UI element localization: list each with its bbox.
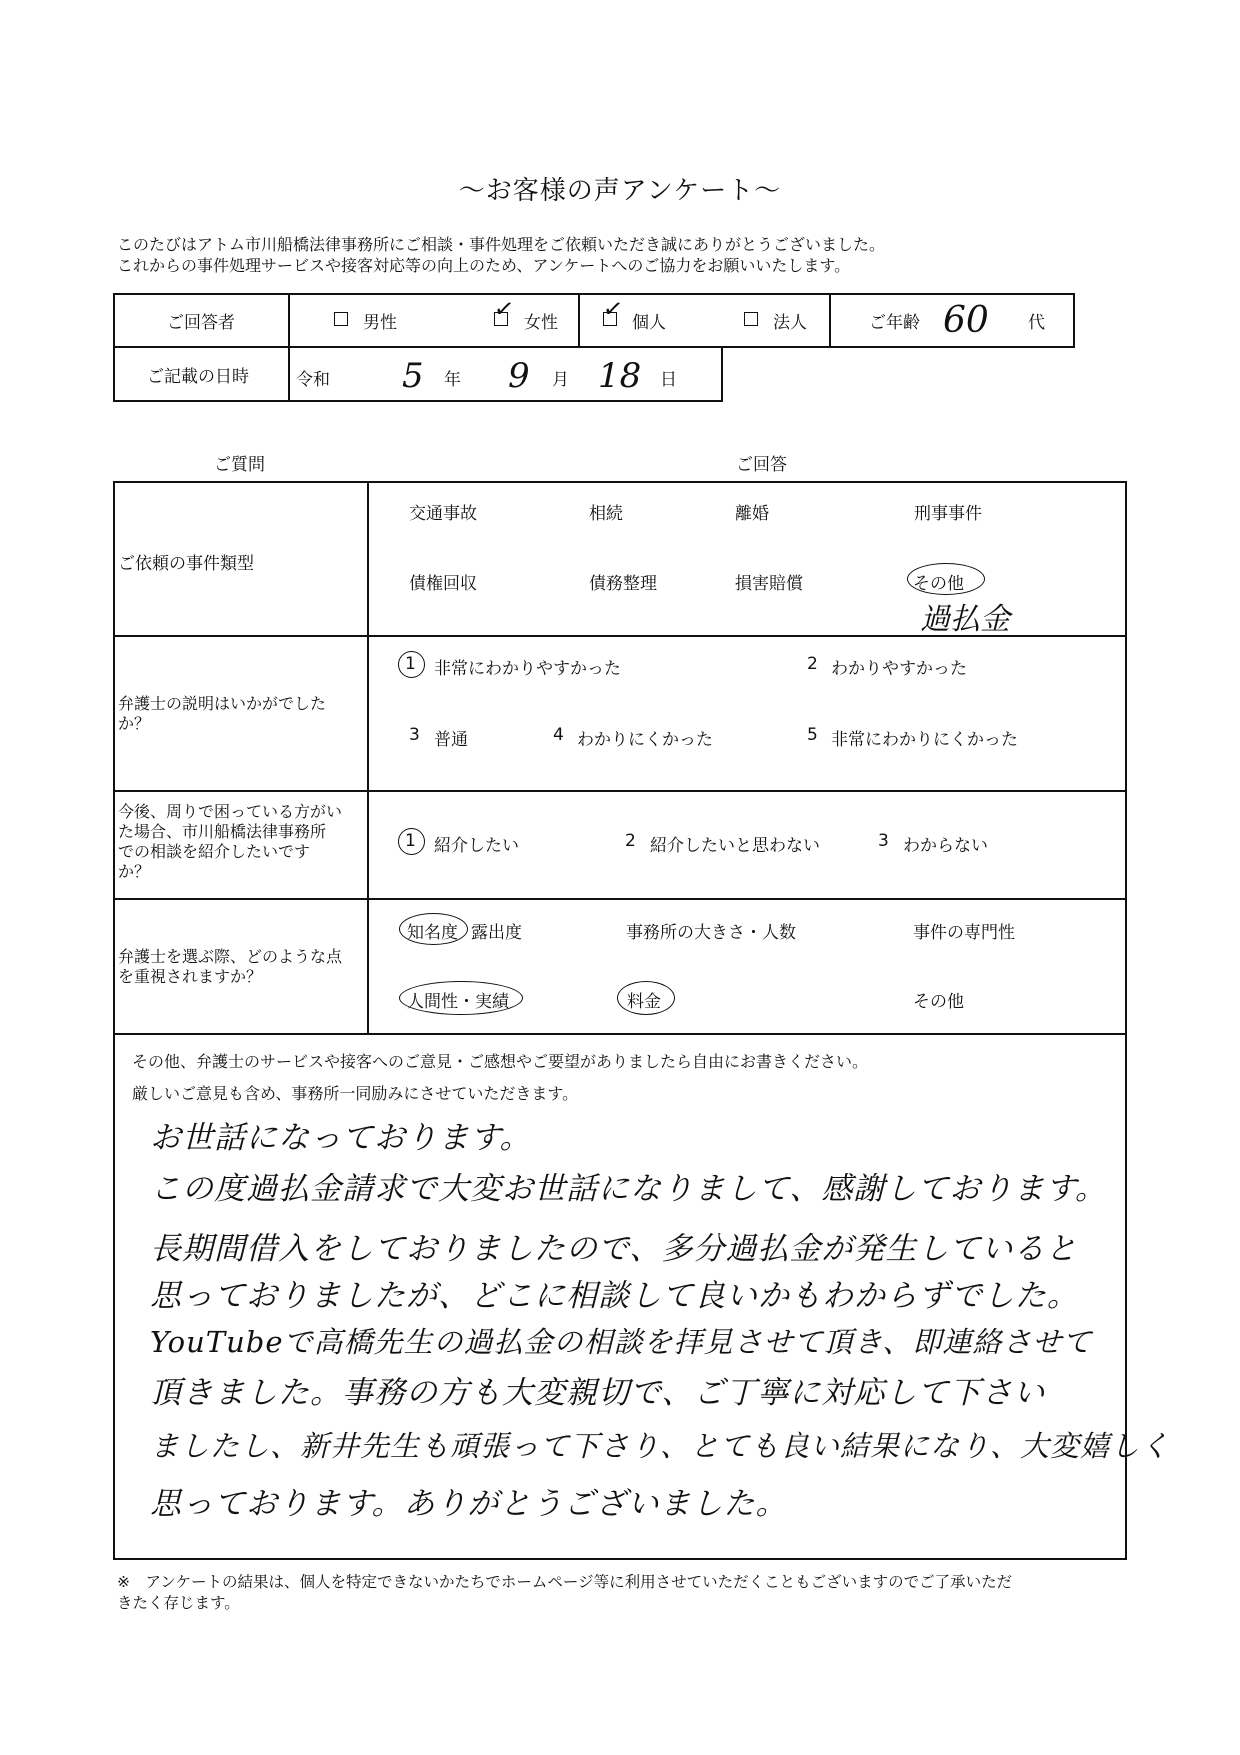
individual-label: 個人 bbox=[632, 313, 666, 333]
corporation-label: 法人 bbox=[773, 313, 807, 333]
q2-question-line-1: 弁護士の説明はいかがでした bbox=[118, 694, 327, 713]
q3-question-line-3: での相談を紹介したいです bbox=[118, 842, 311, 861]
q4-option-fee[interactable]: 料金 bbox=[627, 992, 661, 1012]
footnote-line-1: ※ アンケートの結果は、個人を特定できないかたちでホームページ等に利用させていただくこともございますのでご了承いただ bbox=[117, 1573, 1013, 1591]
date-month-value[interactable]: 9 bbox=[508, 356, 530, 396]
q4-option-recognition[interactable]: 知名度 bbox=[407, 923, 458, 943]
q3-option-3-num[interactable]: 3 bbox=[878, 831, 889, 851]
q3-question-line-4: か？ bbox=[118, 862, 151, 881]
date-month-unit: 月 bbox=[552, 370, 569, 390]
handwritten-line: お世話になっております。 bbox=[150, 1120, 532, 1156]
q3-option-1-num[interactable]: 1 bbox=[405, 831, 416, 851]
date-day-unit: 日 bbox=[660, 370, 677, 390]
q1-option-debt-collection[interactable]: 債権回収 bbox=[409, 574, 477, 594]
age-value[interactable]: 60 bbox=[943, 300, 989, 341]
q3-question-line-1: 今後、周りで困っている方がい bbox=[118, 802, 343, 821]
q4-question-line-2: を重視されますか？ bbox=[118, 967, 263, 986]
handwritten-line: 思っておりましたが、どこに相談して良いかもわからずでした。 bbox=[150, 1278, 1079, 1314]
handwritten-line: この度過払金請求で大変お世話になりまして、感謝しております。 bbox=[150, 1171, 1107, 1207]
q2-option-1-num[interactable]: 1 bbox=[405, 654, 416, 674]
q3-option-3-label[interactable]: わからない bbox=[903, 836, 988, 856]
q3-option-2-num[interactable]: 2 bbox=[625, 831, 636, 851]
date-era: 令和 bbox=[296, 370, 330, 390]
q2-option-5-label[interactable]: 非常にわかりにくかった bbox=[831, 730, 1018, 750]
q1-question: ご依頼の事件類型 bbox=[118, 554, 254, 574]
q4-option-office-size[interactable]: 事務所の大きさ・人数 bbox=[626, 923, 796, 943]
q1-option-debt-consolidation[interactable]: 債務整理 bbox=[589, 574, 657, 594]
handwritten-line: 長期間借入をしておりましたので、多分過払金が発生していると bbox=[150, 1231, 1078, 1267]
check-mark-icon: ✓ bbox=[492, 293, 516, 325]
q3-question-line-2: た場合、市川船橋法律事務所 bbox=[118, 822, 327, 841]
footnote-line-2: きたく存じます。 bbox=[117, 1594, 240, 1612]
date-day-value[interactable]: 18 bbox=[598, 356, 642, 396]
q1-option-traffic[interactable]: 交通事故 bbox=[409, 504, 477, 524]
answer-header: ご回答 bbox=[736, 455, 787, 475]
q1-option-damages[interactable]: 損害賠償 bbox=[735, 574, 803, 594]
handwritten-line: 頂きました。事務の方も大変親切で、ご丁寧に対応して下さい bbox=[150, 1375, 1046, 1411]
q2-option-4-num[interactable]: 4 bbox=[553, 725, 564, 745]
q2-option-4-label[interactable]: わかりにくかった bbox=[577, 730, 713, 750]
date-year-unit: 年 bbox=[444, 370, 461, 390]
corporation-checkbox[interactable] bbox=[744, 312, 758, 326]
question-header: ご質問 bbox=[214, 455, 265, 475]
respondent-label: ご回答者 bbox=[167, 313, 235, 333]
q4-option-exposure[interactable]: 露出度 bbox=[471, 923, 522, 943]
q1-other-text[interactable]: 過払金 bbox=[920, 602, 1010, 637]
comments-prompt-line-1: その他、弁護士のサービスや接客へのご意見・ご感想やご要望がありましたら自由にお書きください。 bbox=[132, 1052, 869, 1071]
comments-prompt-line-2: 厳しいご意見も含め、事務所一同励みにさせていただきます。 bbox=[132, 1084, 579, 1103]
male-checkbox[interactable] bbox=[334, 312, 348, 326]
handwritten-line: 思っております。ありがとうございました。 bbox=[150, 1486, 788, 1522]
q4-option-other[interactable]: その他 bbox=[913, 992, 964, 1012]
age-label: ご年齢 bbox=[869, 313, 920, 333]
handwritten-line: YouTubeで高橋先生の過払金の相談を拝見させて頂き、即連絡させて bbox=[150, 1325, 1093, 1359]
q2-question-line-2: か？ bbox=[118, 714, 151, 733]
q2-option-3-label[interactable]: 普通 bbox=[434, 730, 468, 750]
q2-option-3-num[interactable]: 3 bbox=[409, 725, 420, 745]
q2-option-5-num[interactable]: 5 bbox=[807, 725, 818, 745]
age-unit: 代 bbox=[1028, 313, 1045, 333]
q1-option-other[interactable]: その他 bbox=[913, 574, 964, 594]
q1-option-inheritance[interactable]: 相続 bbox=[589, 504, 623, 524]
date-label: ご記載の日時 bbox=[147, 367, 249, 387]
male-label: 男性 bbox=[363, 313, 397, 333]
female-label: 女性 bbox=[524, 313, 558, 333]
check-mark-icon: ✓ bbox=[601, 293, 625, 325]
intro-line-2: これからの事件処理サービスや接客対応等の向上のため、アンケートへのご協力をお願いいたします。 bbox=[117, 256, 851, 275]
date-year-value[interactable]: 5 bbox=[402, 356, 424, 396]
q1-option-criminal[interactable]: 刑事事件 bbox=[914, 504, 982, 524]
q2-option-2-num[interactable]: 2 bbox=[807, 654, 818, 674]
q1-option-divorce[interactable]: 離婚 bbox=[735, 504, 769, 524]
q4-option-character[interactable]: 人間性・実績 bbox=[407, 992, 509, 1012]
intro-line-1: このたびはアトム市川船橋法律事務所にご相談・事件処理をご依頼いただき誠にありがとうございました。 bbox=[117, 235, 886, 254]
handwritten-line: ましたし、新井先生も頑張って下さり、とても良い結果になり、大変嬉しく bbox=[150, 1429, 1171, 1463]
q4-option-expertise[interactable]: 事件の専門性 bbox=[913, 923, 1015, 943]
q3-option-1-label[interactable]: 紹介したい bbox=[434, 836, 519, 856]
page-title: ～お客様の声アンケート～ bbox=[458, 176, 782, 206]
q3-option-2-label[interactable]: 紹介したいと思わない bbox=[650, 836, 820, 856]
q4-question-line-1: 弁護士を選ぶ際、どのような点 bbox=[118, 947, 343, 966]
q2-option-2-label[interactable]: わかりやすかった bbox=[831, 659, 967, 679]
q2-option-1-label[interactable]: 非常にわかりやすかった bbox=[434, 659, 621, 679]
